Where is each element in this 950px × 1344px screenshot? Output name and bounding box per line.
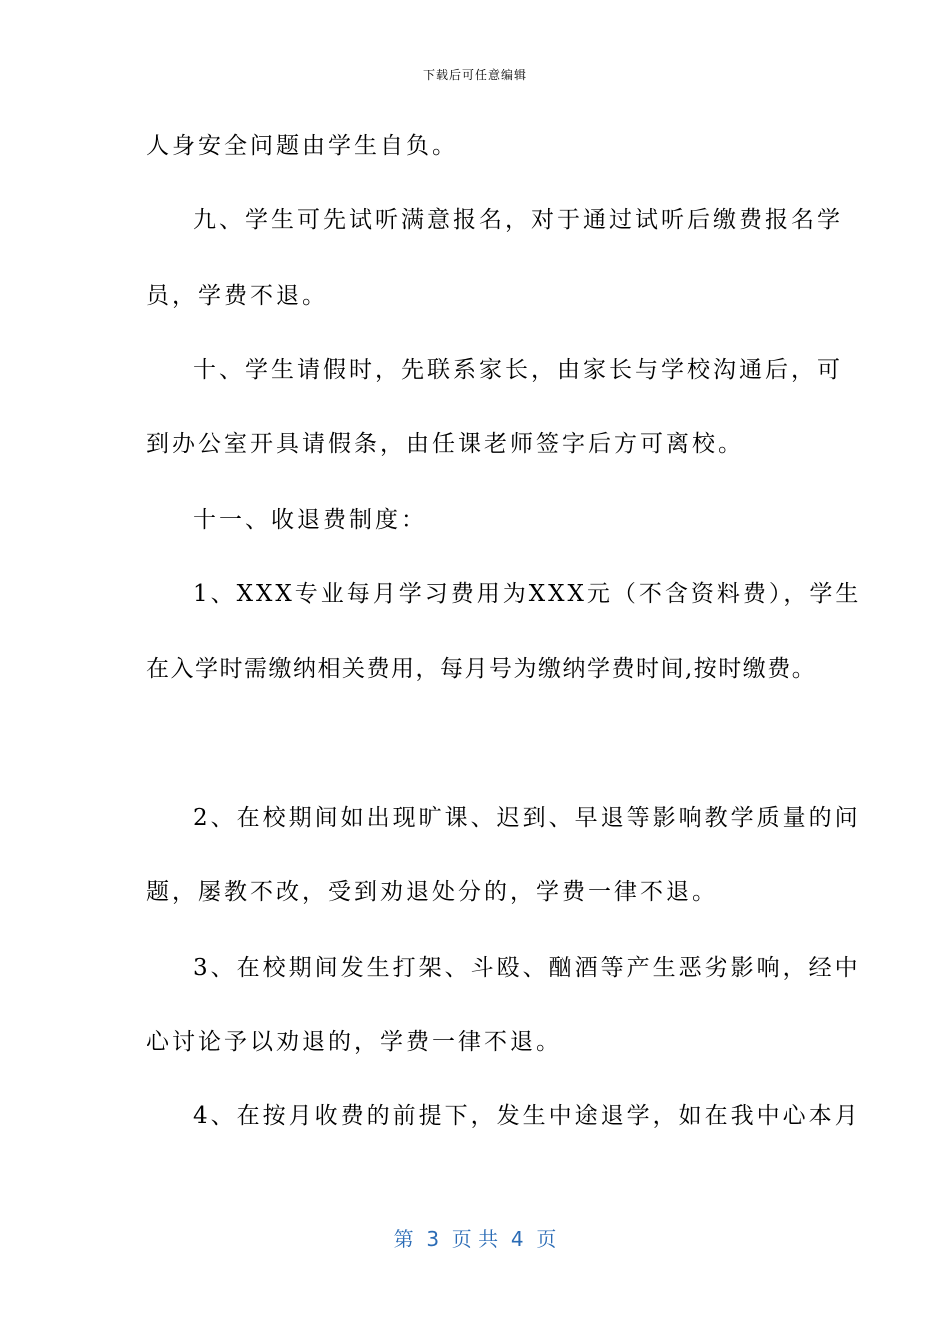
text-line: 九、学生可先试听满意报名，对于通过试听后缴费报名学	[193, 207, 843, 233]
text-line: 在入学时需缴纳相关费用，每月号为缴纳学费时间,按时缴费。	[146, 656, 817, 682]
text-line: 1、XXX专业每月学习费用为XXX元（不含资料费），学生	[193, 581, 862, 607]
page-header: 下载后可任意编辑	[422, 68, 527, 82]
text-line: 十一、收退费制度：	[193, 507, 427, 533]
text-line: 十、学生请假时，先联系家长，由家长与学校沟通后，可	[193, 357, 843, 383]
text-line: 4、在按月收费的前提下，发生中途退学，如在我中心本月	[193, 1103, 861, 1129]
text-line: 题，屡教不改，受到劝退处分的，学费一律不退。	[146, 879, 718, 905]
text-line: 员，学费不退。	[146, 283, 328, 309]
text-line: 2、在校期间如出现旷课、迟到、早退等影响教学质量的问	[193, 805, 861, 831]
page-footer: 第 3 页 共 4 页	[393, 1227, 557, 1251]
text-line: 心讨论予以劝退的，学费一律不退。	[146, 1029, 562, 1055]
text-line: 到办公室开具请假条，由任课老师签字后方可离校。	[146, 431, 744, 457]
text-line: 3、在校期间发生打架、斗殴、酗酒等产生恶劣影响，经中	[193, 955, 861, 981]
text-line: 人身安全问题由学生自负。	[146, 133, 458, 159]
